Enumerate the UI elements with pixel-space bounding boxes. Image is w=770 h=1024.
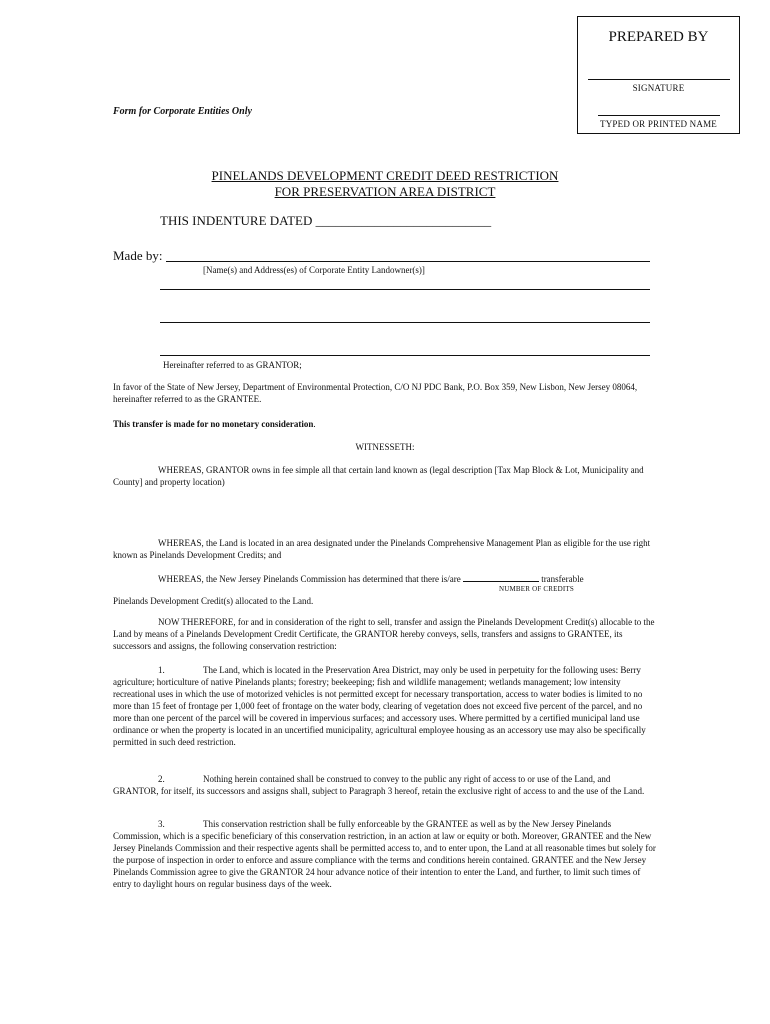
signature-label: SIGNATURE [632,83,685,93]
credits-caption: NUMBER OF CREDITS [499,585,574,593]
credits-count-line[interactable] [463,572,539,582]
landowner-line-2[interactable] [160,289,650,290]
whereas-1: WHEREAS, GRANTOR owns in fee simple all that certain land known as (legal description [Tax Map Block & Lot, Municipality and County] and property location) [113,465,644,487]
title-line-2: FOR PRESERVATION AREA DISTRICT [274,184,496,199]
item-3-number: 3. [158,819,165,829]
signature-line[interactable] [588,79,730,80]
restriction-item-2 [113,773,658,797]
transfer-text: This transfer is made for no monetary consideration [113,419,314,429]
prepared-by-box [577,16,740,134]
witnesseth-heading: WITNESSETH: [355,442,415,452]
typed-name-line[interactable] [598,115,720,116]
whereas-3-transferable: transferable [541,574,584,584]
prepared-by-title: PREPARED BY [608,29,709,45]
restriction-item-3 [113,818,658,890]
transfer-period: . [313,419,316,429]
item-1-number: 1. [158,665,165,675]
document-title [113,168,657,200]
made-by-line[interactable] [166,261,650,262]
landowner-line-3[interactable] [160,322,650,323]
whereas-3-line [158,572,584,585]
restriction-item-1 [113,664,658,748]
transfer-note [113,418,316,430]
form-note: Form for Corporate Entities Only [113,106,252,117]
whereas-2: WHEREAS, the Land is located in an area designated under the Pinelands Comprehensive Management Plan as eligible for the use right known as Pinelands Development Credits; and [113,538,651,560]
landowner-line-4[interactable] [160,355,650,356]
favor-paragraph: In favor of the State of New Jersey, Department of Environmental Protection, C/O NJ PDC Bank, P.O. Box 359, New Lisbon, New Jersey 08064, hereinafter referred to as the GRANTEE. [113,382,638,404]
now-therefore-paragraph: NOW THEREFORE, for and in consideration of the right to sell, transfer and assign the Pinelands Development Credit(s) allocable to the Land by means of a Pinelands Development Credit Certificate, the GRANTOR hereby conveys, sells, transfers and assigns to GRANTEE, its successors and assigns, the following conservation restriction: [113,617,655,651]
item-1-text: The Land, which is located in the Preservation Area District, may only be used in perpetuity for the following uses: Berry agriculture; horticulture of native Pinelands plants; forestry; beekeeping; fish and wildlife management; wetlands management; low intensity recreational uses in which the use of motorized vehicles is not permitted except for necessary transportation, access to water bodies is limited to no more than 15 feet of frontage per 1,000 feet of frontage on the water body, clearing of vegetation does not exceed five percent of the parcel, and no more than one percent of the parcel will be covered in impervious surfaces; and accessory uses. Where permitted by a certified municipal land use ordinance or when the property is located in an uncertified municipality, agricultural employee housing as an accessory use may also be specifically permitted in such deed restriction. [113,665,646,747]
whereas-3-text: WHEREAS, the New Jersey Pinelands Commission has determined that there is/are [158,574,461,584]
indenture-dated: THIS INDENTURE DATED ___________________________ [160,213,492,228]
whereas-3-continued: Pinelands Development Credit(s) allocated to the Land. [113,596,314,606]
grantor-caption: Hereinafter referred to as GRANTOR; [163,360,302,370]
item-2-number: 2. [158,774,165,784]
made-by-caption: [Name(s) and Address(es) of Corporate Entity Landowner(s)] [203,265,425,275]
made-by-label: Made by: [113,248,163,263]
typed-name-label: TYPED OR PRINTED NAME [600,119,717,129]
item-2-text: Nothing herein contained shall be construed to convey to the public any right of access to or use of the Land, and GRANTOR, for itself, its successors and assigns shall, subject to Paragraph 3 hereof, retain the exclusive right of access to and the use of the Land. [113,774,645,796]
item-3-text: This conservation restriction shall be fully enforceable by the GRANTEE as well as by the New Jersey Pinelands Commission, which is a specific beneficiary of this conservation restriction, in an action at law or equity or both. Moreover, GRANTEE and the New Jersey Pinelands Commission and their respective agents shall be permitted access to, and to enter upon, the Land at all reasonable times but solely for the purpose of inspection in order to enforce and assure compliance with the terms and conditions herein contained. GRANTEE and the New Jersey Pinelands Commission agree to give the GRANTOR 24 hour advance notice of their intention to enter the Land, and further, to limit such times of entry to daylight hours on regular business days of the week. [113,819,656,889]
title-line-1: PINELANDS DEVELOPMENT CREDIT DEED RESTRICTION [211,168,559,183]
